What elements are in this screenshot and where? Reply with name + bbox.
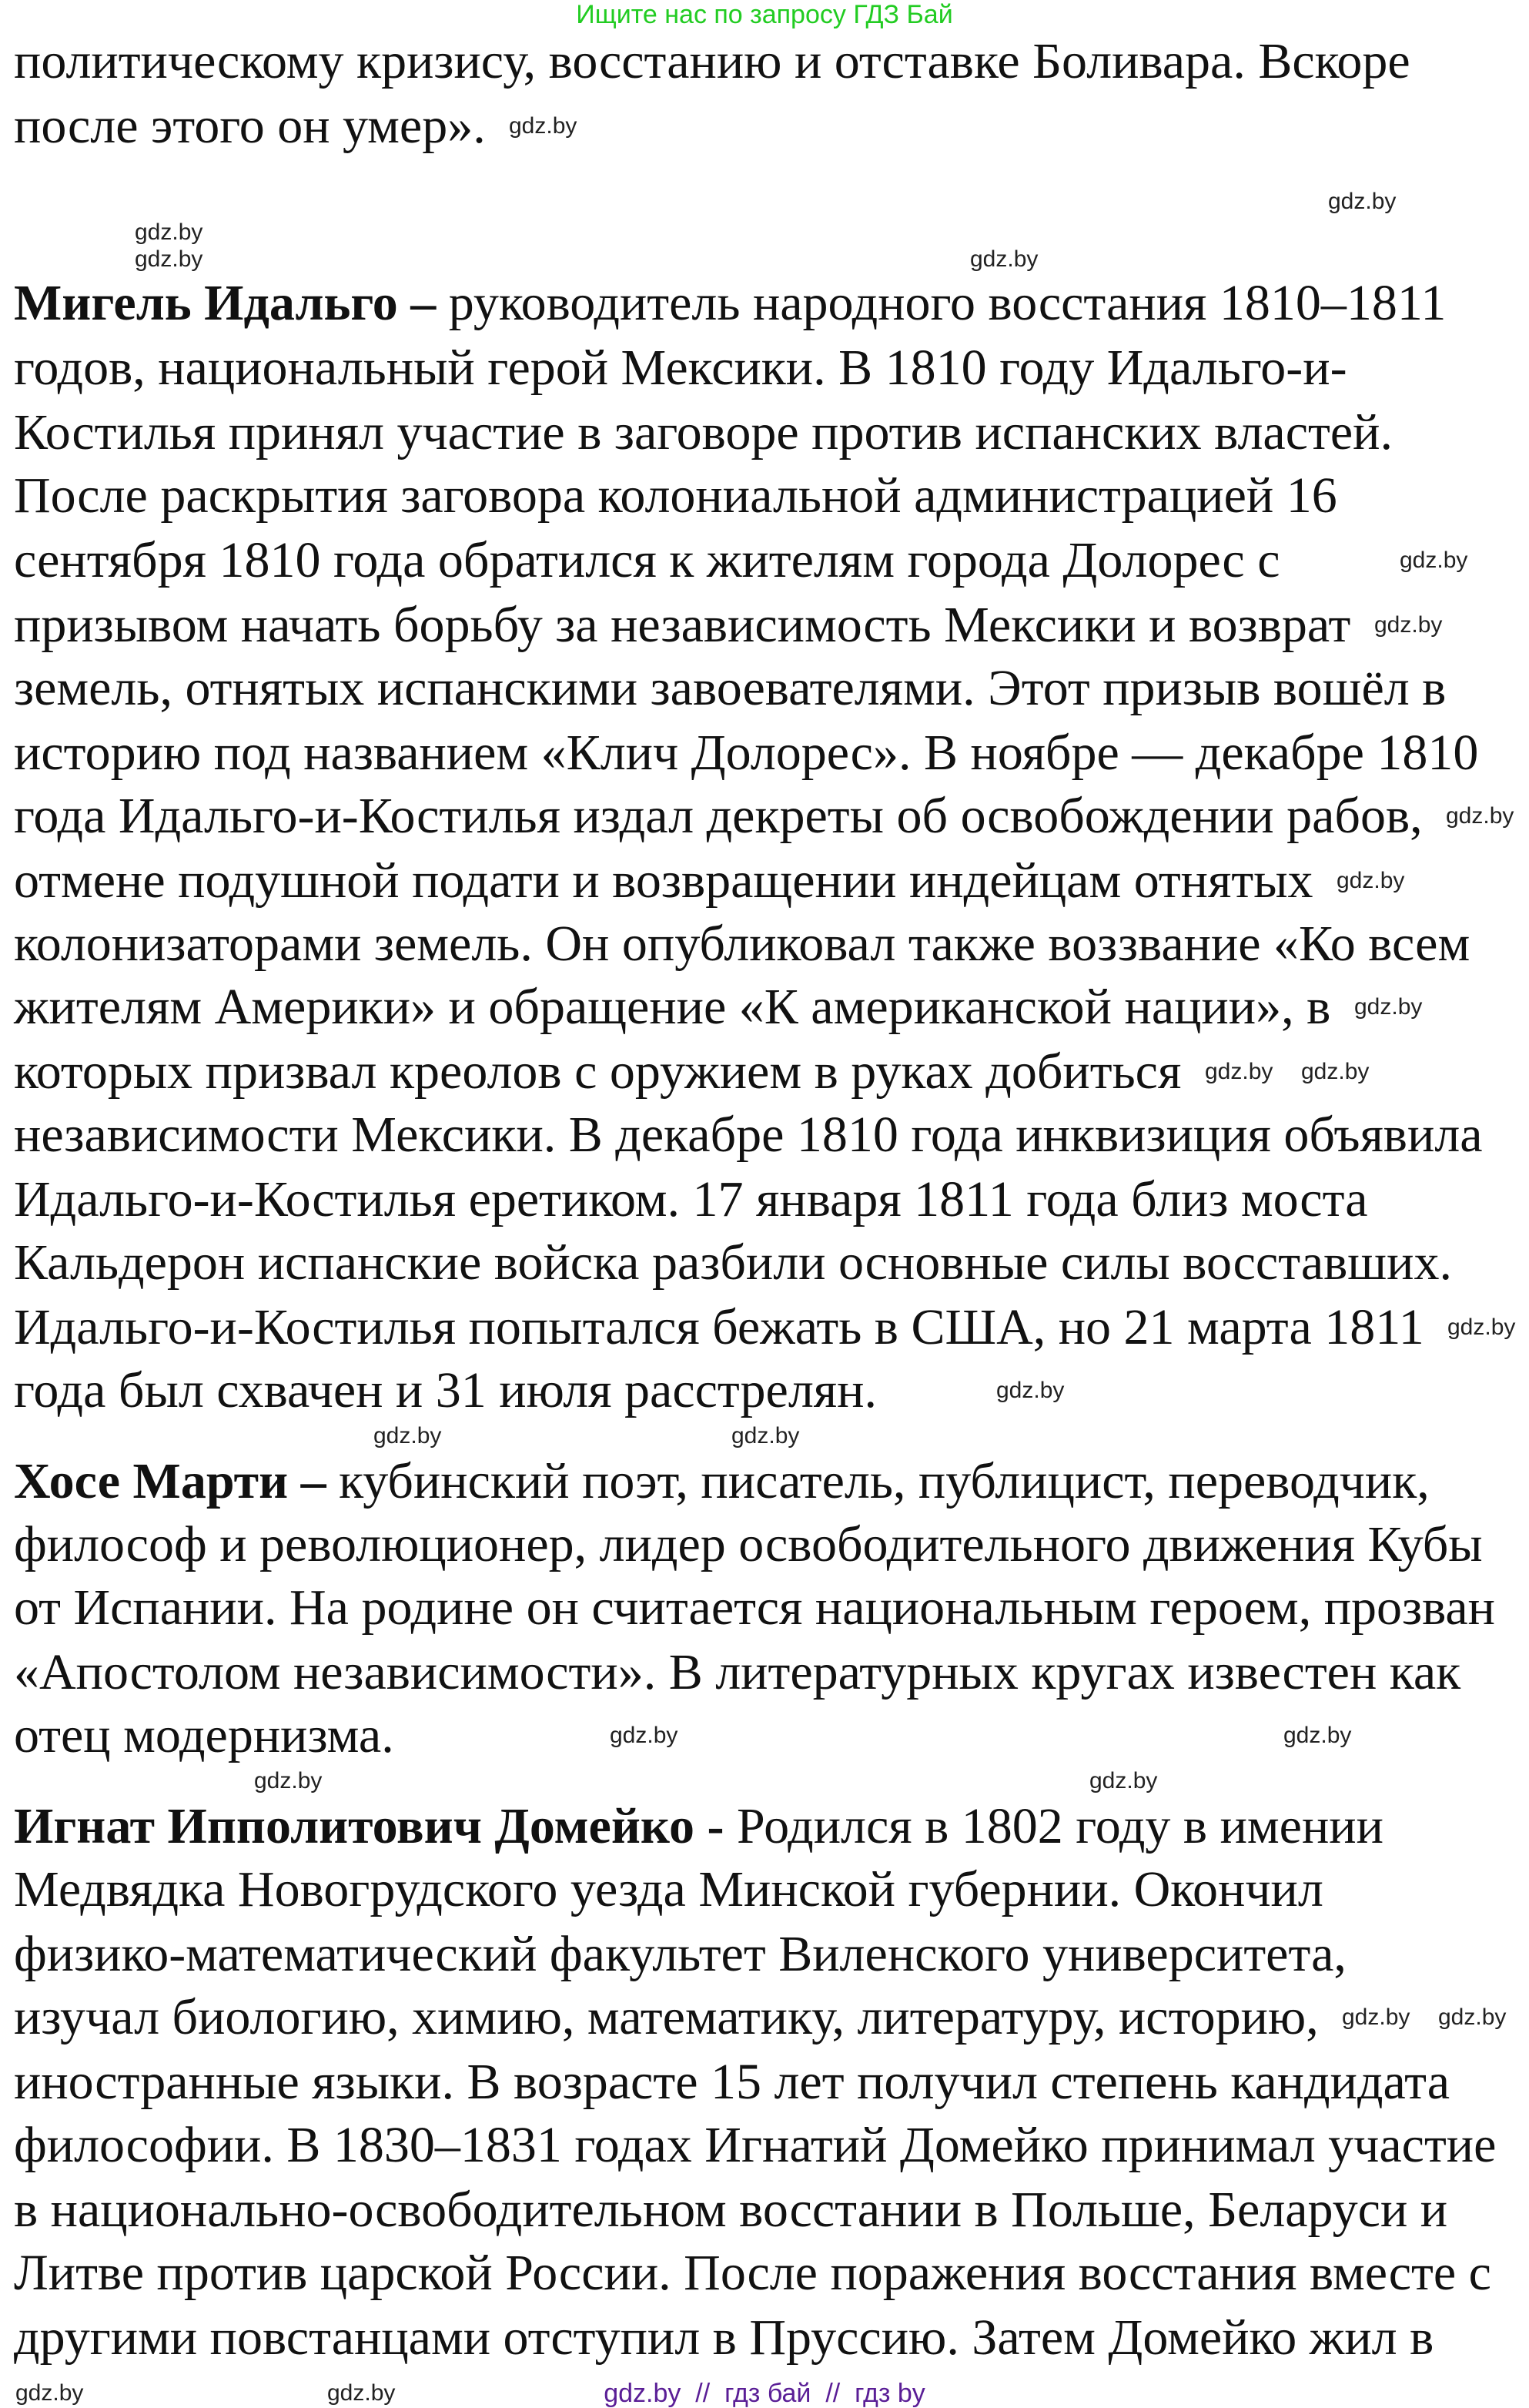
text-line: [14, 1991, 1319, 2045]
watermark: gdz.by: [15, 2380, 84, 2406]
watermark: gdz.by: [1438, 2004, 1507, 2030]
text-line: [14, 1173, 1368, 1227]
text-line: [14, 2055, 1450, 2109]
watermark: gdz.by: [254, 1768, 323, 1793]
text-line: [14, 1108, 1483, 1162]
text-line: [14, 35, 1410, 89]
line-text: Идальго-и-Костилья попытался бежать в США, но 21 марта 1811: [14, 1299, 1424, 1355]
line-text: философии. В 1830–1831 годах Игнатий Домейко принимал участие: [14, 2117, 1497, 2173]
watermark: gdz.by: [135, 246, 203, 272]
line-text: историю под названием «Клич Долорес». В ноябре — декабре 1810: [14, 725, 1479, 781]
line-text: Родился в 1802 году в имении: [737, 1798, 1383, 1854]
line-text: Идальго-и-Костилья еретиком. 17 января 1811 года близ моста: [14, 1171, 1368, 1227]
line-text: сентября 1810 года обратился к жителям города Долорес с: [14, 532, 1280, 588]
watermark: gdz.by: [1337, 868, 1405, 893]
text-line: [14, 789, 1423, 843]
text-line: [14, 1646, 1460, 1700]
line-text: колонизаторами земель. Он опубликовал также воззвание «Ко всем: [14, 916, 1470, 972]
watermark: gdz.by: [327, 2380, 396, 2406]
text-line: [14, 1863, 1323, 1917]
line-text: После раскрытия заговора колониальной администрацией 16: [14, 467, 1337, 524]
text-line: [14, 2118, 1496, 2172]
line-text: руководитель народного восстания 1810–1811: [448, 275, 1447, 331]
line-text: Костилья принял участие в заговоре против испанских властей.: [14, 404, 1393, 461]
line-text: независимости Мексики. В декабре 1810 года инквизиция объявила: [14, 1107, 1483, 1163]
watermark: gdz.by: [610, 1723, 678, 1748]
text-line: [14, 1364, 877, 1418]
line-text: отмене подушной подати и возвращении индейцам отнятых: [14, 852, 1313, 909]
term-heading: Игнат Ипполитович Домейко -: [14, 1798, 737, 1854]
text-line: [14, 1045, 1181, 1099]
term-heading: Мигель Идальго –: [14, 275, 449, 331]
text-line: [14, 1236, 1452, 1290]
line-text: в национально-освободительном восстании в Польше, Беларуси и: [14, 2182, 1448, 2238]
line-text: политическому кризису, восстанию и отставке Боливара. Вскоре: [14, 33, 1410, 89]
line-text: Кальдерон испанские войска разбили основные силы восставших.: [14, 1234, 1452, 1291]
line-text: жителям Америки» и обращение «К американской нации», в: [14, 979, 1331, 1035]
watermark: gdz.by: [1342, 2004, 1410, 2030]
text-line: [14, 1709, 394, 1763]
watermark: gdz.by: [1374, 612, 1443, 638]
text-line: [14, 469, 1337, 523]
watermark: gdz.by: [373, 1423, 442, 1448]
text-line: [14, 1518, 1483, 1572]
watermark: gdz.by: [1400, 548, 1468, 573]
footer-watermark: gdz.by // гдз бай // гдз by: [604, 2379, 925, 2408]
line-text: кубинский поэт, писатель, публицист, переводчик,: [339, 1453, 1430, 1509]
text-line: [14, 917, 1470, 971]
text-line: [14, 1581, 1495, 1635]
text-line: [14, 854, 1313, 908]
watermark: gdz.by: [1354, 994, 1423, 1020]
watermark: gdz.by: [135, 219, 203, 245]
line-text: которых призвал креолов с оружием в руках добиться: [14, 1043, 1182, 1100]
text-line: [14, 1301, 1424, 1355]
text-line: [14, 2183, 1447, 2237]
watermark: gdz.by: [1447, 1315, 1516, 1340]
text-line: [14, 661, 1446, 715]
watermark: gdz.by: [1301, 1059, 1370, 1084]
text-line: [14, 2311, 1434, 2365]
line-text: года был схвачен и 31 июля расстрелян.: [14, 1362, 877, 1418]
line-text: земель, отнятых испанскими завоевателями. Этот призыв вошёл в: [14, 660, 1447, 716]
text-line: [14, 1927, 1347, 1981]
line-text: года Идальго-и-Костилья издал декреты об освобождении рабов,: [14, 788, 1423, 844]
line-text: изучал биологию, химию, математику, литературу, историю,: [14, 1989, 1319, 2045]
line-text: Литве против царской России. После поражения восстания вместе с: [14, 2245, 1491, 2301]
line-text: отец модернизма.: [14, 1707, 394, 1763]
text-line: [14, 1800, 1383, 1854]
text-line: [14, 980, 1330, 1034]
watermark: gdz.by: [1089, 1768, 1158, 1793]
text-line: [14, 598, 1350, 652]
text-line: [14, 341, 1347, 395]
search-banner: Ищите нас по запросу ГДЗ Бай: [576, 0, 953, 29]
watermark: gdz.by: [1328, 189, 1397, 214]
line-text: физико-математический факультет Виленского университета,: [14, 1926, 1347, 1982]
text-line: [14, 1455, 1430, 1509]
line-text: от Испании. На родине он считается национальным героем, прозван: [14, 1579, 1495, 1636]
line-text: призывом начать борьбу за независимость Мексики и возврат: [14, 597, 1351, 653]
watermark: gdz.by: [970, 246, 1039, 272]
text-line: [14, 2246, 1491, 2300]
text-line: [14, 534, 1280, 588]
watermark: gdz.by: [731, 1423, 800, 1448]
line-text: «Апостолом независимости». В литературных кругах известен как: [14, 1644, 1461, 1700]
watermark: gdz.by: [1283, 1723, 1352, 1748]
line-text: Медвядка Новогрудского уезда Минской губернии. Окончил: [14, 1861, 1323, 1917]
line-text: годов, национальный герой Мексики. В 1810 году Идальго-и-: [14, 340, 1347, 396]
watermark: gdz.by: [509, 113, 577, 139]
watermark: gdz.by: [1205, 1059, 1273, 1084]
watermark: gdz.by: [996, 1378, 1065, 1403]
line-text: философ и революционер, лидер освободительного движения Кубы: [14, 1516, 1483, 1572]
text-line: [14, 726, 1478, 780]
text-line: [14, 99, 486, 153]
text-line: [14, 276, 1446, 330]
term-heading: Хосе Марти –: [14, 1453, 340, 1509]
text-line: [14, 406, 1393, 460]
line-text: иностранные языки. В возрасте 15 лет получил степень кандидата: [14, 2054, 1450, 2110]
watermark: gdz.by: [1446, 803, 1514, 829]
line-text: другими повстанцами отступил в Пруссию. Затем Домейко жил в: [14, 2309, 1434, 2366]
line-text: после этого он умер».: [14, 98, 486, 154]
